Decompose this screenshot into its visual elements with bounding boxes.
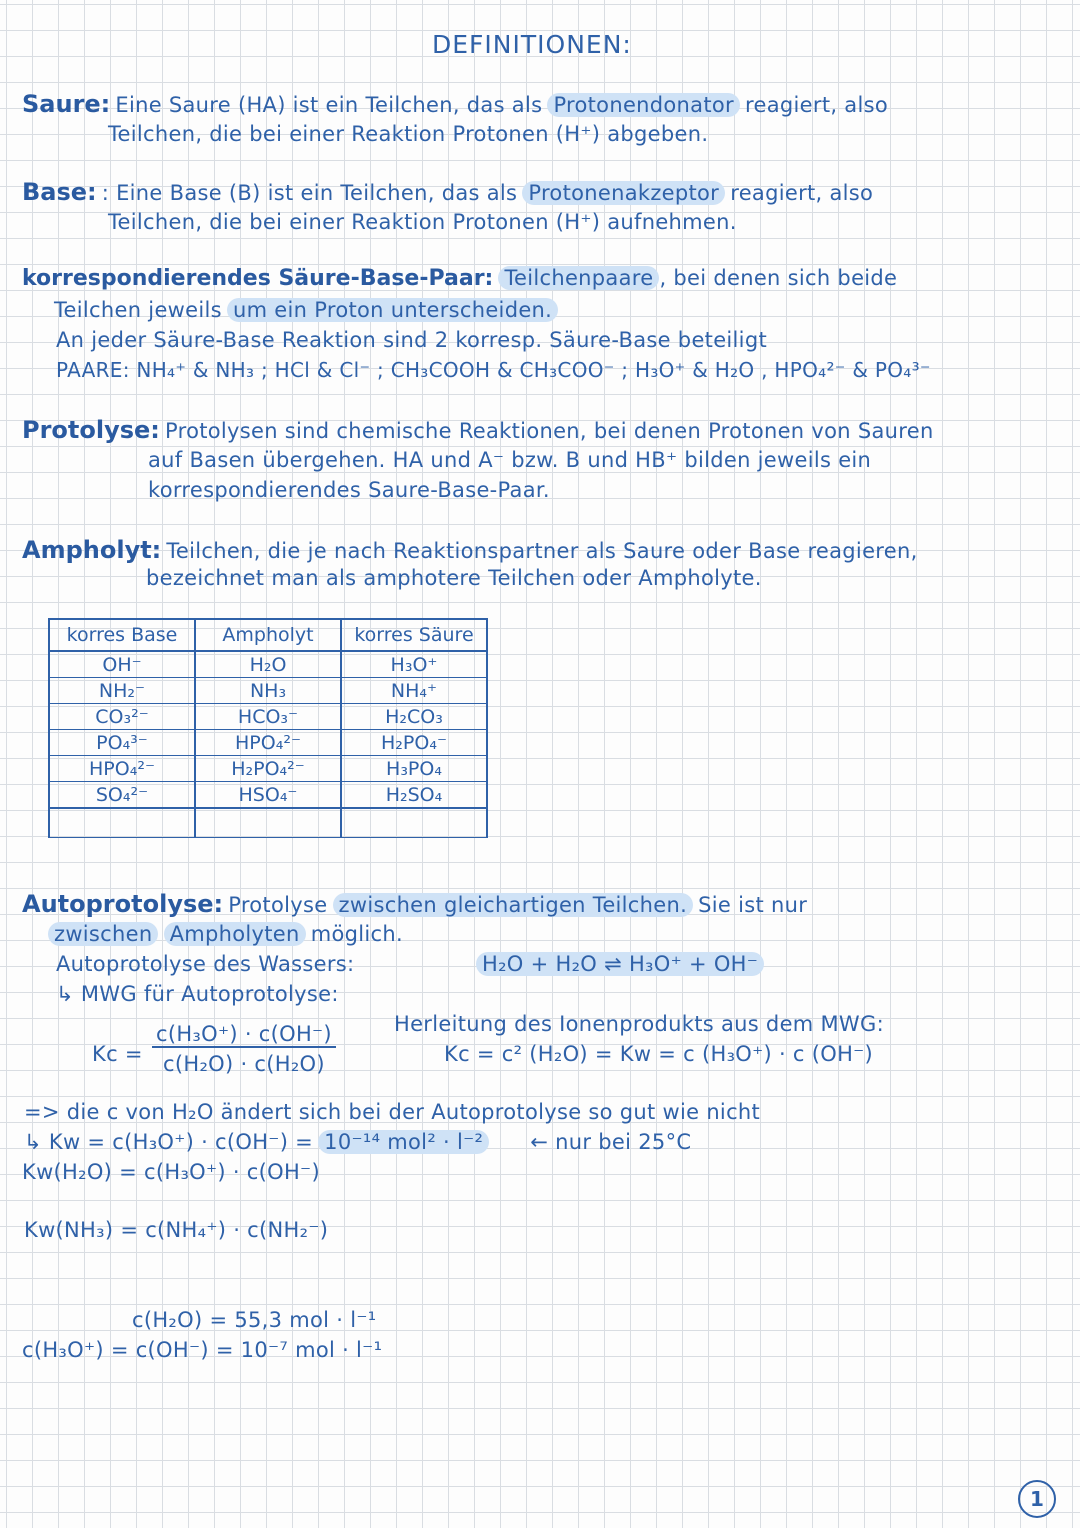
kw-line <box>24 1130 691 1154</box>
definition-ampholyt <box>22 536 918 564</box>
kc-numerator: c(H₃O⁺) · c(OH⁻) <box>152 1022 336 1048</box>
term-base: Base: <box>22 178 97 206</box>
kw-pre: ↳ Kw = c(H₃O⁺) · c(OH⁻) = <box>24 1130 314 1154</box>
table-row <box>49 782 487 809</box>
definition-base <box>22 178 873 206</box>
term-saure: Saure: <box>22 90 111 118</box>
protolyse-line3: korrespondierendes Saure-Base-Paar. <box>148 478 550 502</box>
term-paar: korrespondierendes Säure-Base-Paar: <box>22 266 494 291</box>
herleitung: Herleitung des Ionenprodukts aus dem MWG: <box>394 1012 884 1036</box>
table-row <box>49 730 487 756</box>
saure-highlight: Protonendonator <box>547 93 740 117</box>
term-protolyse: Protolyse: <box>22 416 160 444</box>
term-autoprotolyse: Autoprotolyse: <box>22 890 224 918</box>
base-highlight: Protonenakzeptor <box>522 181 725 205</box>
table-cell: H₂PO₄²⁻ <box>195 756 341 782</box>
table-cell: CO₃²⁻ <box>49 704 195 730</box>
page-title: DEFINITIONEN: <box>432 30 632 59</box>
base-line2: Teilchen, die bei einer Reaktion Protonen (H⁺) aufnehmen. <box>108 210 737 234</box>
ampholyt-table <box>48 618 488 838</box>
autoprotolyse-mwg: ↳ MWG für Autoprotolyse: <box>56 982 339 1006</box>
paar-line1-post: , bei denen sich beide <box>659 266 898 290</box>
kc-label: Kc = <box>92 1042 143 1066</box>
autoprotolyse-highlight: zwischen gleichartigen Teilchen. <box>333 893 694 917</box>
table-cell: SO₄²⁻ <box>49 782 195 809</box>
table-cell: NH₃ <box>195 678 341 704</box>
table-cell: HSO₄⁻ <box>195 782 341 809</box>
paar-line2-highlight: um ein Proton unterscheiden. <box>227 298 558 322</box>
saure-line2: Teilchen, die bei einer Reaktion Protonen (H⁺) abgeben. <box>108 122 709 146</box>
c-h3o: c(H₃O⁺) = c(OH⁻) = 10⁻⁷ mol · l⁻¹ <box>22 1338 383 1362</box>
saure-line1-post: reagiert, also <box>745 93 889 117</box>
protolyse-line2: auf Basen übergehen. HA und A⁻ bzw. B und HB⁺ bilden jeweils ein <box>148 448 872 472</box>
saure-line1-pre: Eine Saure (HA) ist ein Teilchen, das als <box>115 93 543 117</box>
paar-pairs: PAARE: NH₄⁺ & NH₃ ; HCl & Cl⁻ ; CH₃COOH & CH₃COO⁻ ; H₃O⁺ & H₂O , HPO₄²⁻ & PO₄³⁻ <box>56 358 931 382</box>
table-row <box>49 756 487 782</box>
table-header: korres Base <box>49 619 195 651</box>
table-cell: H₃PO₄ <box>341 756 487 782</box>
table-cell: NH₂⁻ <box>49 678 195 704</box>
paar-line2 <box>54 298 558 322</box>
ampholyt-line2: bezeichnet man als amphotere Teilchen oder Ampholyte. <box>146 566 762 590</box>
kc-denominator: c(H₂O) · c(H₂O) <box>163 1052 325 1076</box>
herleitung-equation: Kc = c² (H₂O) = Kw = c (H₃O⁺) · c (OH⁻) <box>444 1042 874 1066</box>
autoprotolyse-hl-ampholyten: Ampholyten <box>164 922 306 946</box>
table-cell: H₃O⁺ <box>341 651 487 678</box>
table-cell: HPO₄²⁻ <box>49 756 195 782</box>
definition-autoprotolyse <box>22 890 807 918</box>
autoprotolyse-line1-pre: Protolyse <box>228 893 328 917</box>
table-row <box>49 651 487 678</box>
kw-value: 10⁻¹⁴ mol² · l⁻² <box>318 1130 489 1154</box>
definition-saure <box>22 90 888 118</box>
base-line1-post: reagiert, also <box>730 181 874 205</box>
autoprotolyse-reaction: H₂O + H₂O ⇌ H₃O⁺ + OH⁻ <box>476 952 764 976</box>
paar-highlight: Teilchenpaare <box>498 266 659 290</box>
kc-fraction <box>152 1022 336 1076</box>
paar-line3: An jeder Säure-Base Reaktion sind 2 korresp. Säure-Base beteiligt <box>56 328 767 352</box>
term-ampholyt: Ampholyt: <box>22 536 162 564</box>
table-cell: NH₄⁺ <box>341 678 487 704</box>
table-cell: H₂CO₃ <box>341 704 487 730</box>
ampholyt-line1: Teilchen, die je nach Reaktionspartner als Saure oder Base reagieren, <box>166 539 918 563</box>
kw-nh3: Kw(NH₃) = c(NH₄⁺) · c(NH₂⁻) <box>24 1218 329 1242</box>
page-number: 1 <box>1018 1480 1056 1518</box>
table-row <box>49 704 487 730</box>
autoprotolyse-line2-post: möglich. <box>310 922 403 946</box>
table-cell: HPO₄²⁻ <box>195 730 341 756</box>
definition-paar <box>22 266 897 291</box>
table-row-empty <box>49 808 487 838</box>
definition-protolyse <box>22 416 934 444</box>
table-row <box>49 678 487 704</box>
kw-h2o: Kw(H₂O) = c(H₃O⁺) · c(OH⁻) <box>22 1160 320 1184</box>
kw-note: ← nur bei 25°C <box>530 1130 692 1154</box>
table-header: Ampholyt <box>195 619 341 651</box>
table-cell: PO₄³⁻ <box>49 730 195 756</box>
table-cell: HCO₃⁻ <box>195 704 341 730</box>
table-cell: H₂O <box>195 651 341 678</box>
autoprotolyse-line1-post: Sie ist nur <box>698 893 808 917</box>
paar-line2-pre: Teilchen jeweils <box>54 298 222 322</box>
c-h2o: c(H₂O) = 55,3 mol · l⁻¹ <box>132 1308 377 1332</box>
autoprotolyse-wasser: Autoprotolyse des Wassers: <box>56 952 355 976</box>
table-cell: H₂PO₄⁻ <box>341 730 487 756</box>
autoprotolyse-line2 <box>48 922 403 946</box>
autoprotolyse-hl-zwischen: zwischen <box>48 922 158 946</box>
table-cell: H₂SO₄ <box>341 782 487 809</box>
base-line1-pre: : Eine Base (B) ist ein Teilchen, das als <box>101 181 518 205</box>
table-header: korres Säure <box>341 619 487 651</box>
table-cell: OH⁻ <box>49 651 195 678</box>
conclusion: => die c von H₂O ändert sich bei der Autoprotolyse so gut wie nicht <box>24 1100 761 1124</box>
protolyse-line1: Protolysen sind chemische Reaktionen, bei denen Protonen von Sauren <box>165 419 934 443</box>
